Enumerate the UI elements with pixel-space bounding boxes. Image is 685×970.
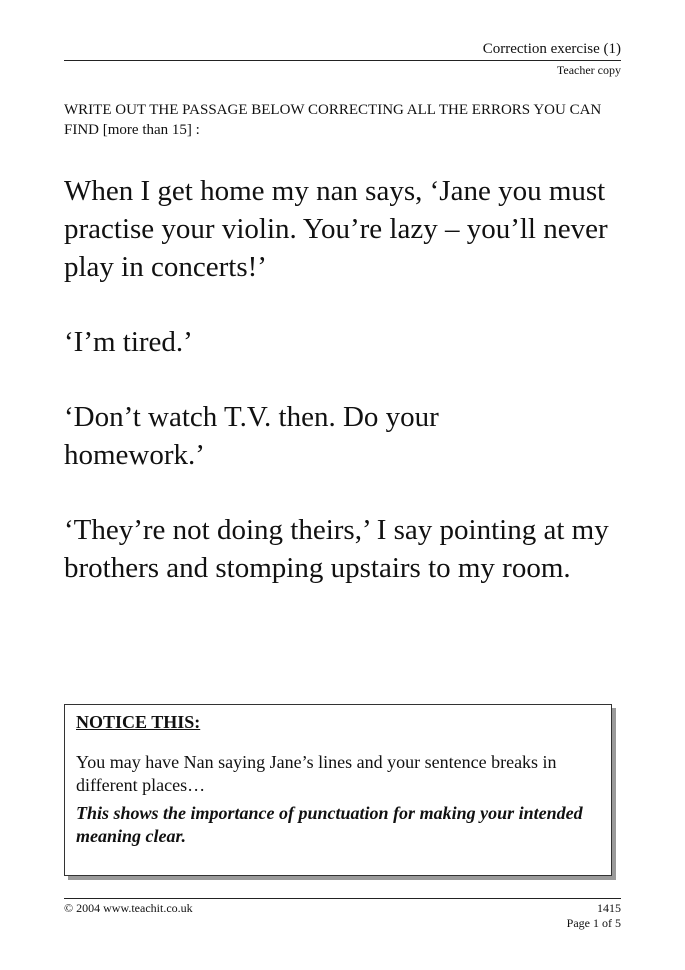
footer-copyright: © 2004 www.teachit.co.uk [64, 901, 193, 915]
document-title: Correction exercise (1) [482, 41, 621, 57]
passage-paragraph-1: When I get home my nan says, ‘Jane you must practise your violin. You’re lazy – you’ll never play in concerts!’ [64, 175, 608, 283]
footer-code: 1415 [597, 901, 621, 915]
passage-paragraph-3: ‘Don’t watch T.V. then. Do your homework.’ [64, 401, 439, 471]
document-subtitle: Teacher copy [556, 63, 621, 77]
notice-title: NOTICE THIS: [76, 712, 201, 732]
footer-divider [64, 898, 621, 899]
footer-meta [567, 901, 621, 931]
notice-body: You may have Nan saying Jane’s lines and your sentence breaks in different places… [76, 752, 557, 795]
passage-paragraph-4: ‘They’re not doing theirs,’ I say pointing at my brothers and stomping upstairs to my room. [64, 514, 609, 584]
instructions: WRITE OUT THE PASSAGE BELOW CORRECTING ALL THE ERRORS YOU CAN FIND [more than 15] : [64, 102, 602, 138]
notice-box [64, 704, 612, 876]
header-divider [64, 60, 621, 61]
passage-paragraph-2: ‘I’m tired.’ [64, 326, 193, 358]
footer-page-number: Page 1 of 5 [566, 916, 621, 930]
passage [64, 172, 644, 624]
notice-emphasis: This shows the importance of punctuation for making your intended meaning clear. [76, 803, 583, 846]
